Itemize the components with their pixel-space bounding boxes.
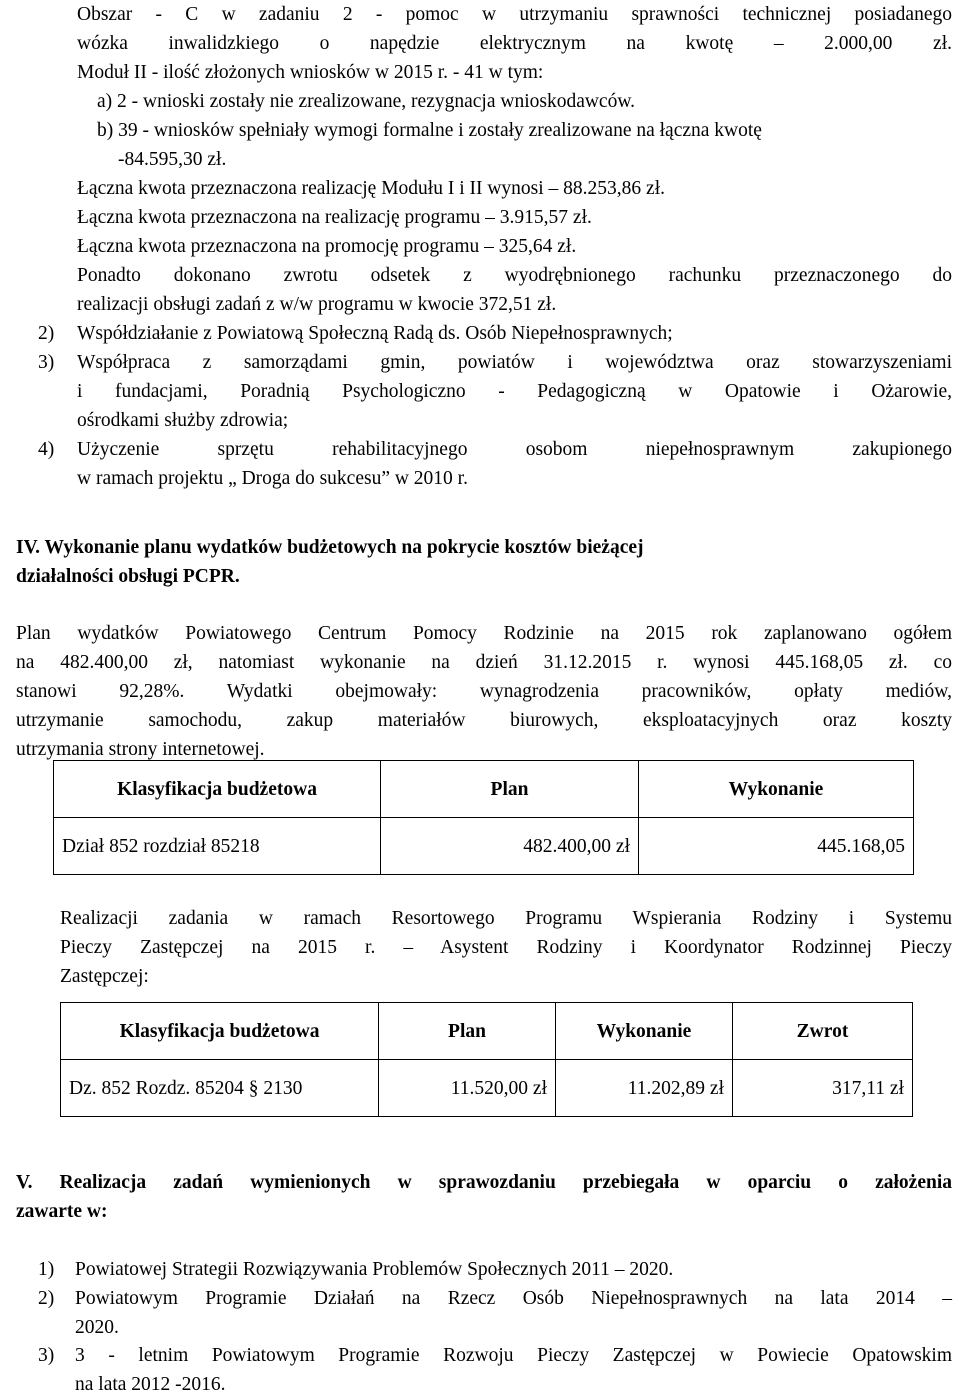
- text-line: w ramach projektu „ Droga do sukcesu” w 2010 r.: [77, 468, 468, 489]
- numbered-item: [38, 348, 952, 435]
- text-line: utrzymanie samochodu, zakup materiałów biurowych, eksploatacyjnych oraz koszty: [16, 710, 952, 731]
- item-number: 2): [38, 323, 55, 344]
- text-line: utrzymania strony internetowej.: [16, 739, 265, 760]
- table-cell: 11.202,89 zł: [556, 1060, 733, 1117]
- item-number: 1): [38, 1259, 55, 1280]
- heading-line: działalności obsługi PCPR.: [16, 566, 240, 587]
- heading-line: V. Realizacja zadań wymienionych w sprawozdaniu przebiegała w oparciu o założenia: [16, 1172, 952, 1193]
- sub-item-b-line1: b) 39 - wniosków spełniały wymogi formalne i zostały zrealizowane na łączna kwotę: [97, 120, 762, 141]
- table-header-cell: Wykonanie: [639, 761, 914, 818]
- table-row: [61, 1060, 913, 1117]
- table-header-cell: Zwrot: [733, 1003, 913, 1060]
- table-header-row: [61, 1003, 913, 1060]
- text-line: Powiatowym Programie Działań na Rzecz Osób Niepełnosprawnych na lata 2014 –: [75, 1288, 952, 1309]
- text-line: i fundacjami, Poradnią Psychologiczno - Pedagogiczną w Opatowie i Ożarowie,: [77, 381, 952, 402]
- table-cell: Dział 852 rozdział 85218: [54, 818, 381, 875]
- table-header-cell: Wykonanie: [556, 1003, 733, 1060]
- text-line: Współdziałanie z Powiatową Społeczną Radą ds. Osób Niepełnosprawnych;: [77, 323, 673, 344]
- table-cell: 482.400,00 zł: [381, 818, 639, 875]
- table-header-cell: Plan: [381, 761, 639, 818]
- sub-item-b-line2: -84.595,30 zł.: [118, 149, 227, 170]
- text-line: Ponadto dokonano zwrotu odsetek z wyodrębnionego rachunku przeznaczonego do: [77, 265, 952, 286]
- section-v-heading: [16, 1168, 952, 1226]
- text-line: Współpraca z samorządami gmin, powiatów i województwa oraz stowarzyszeniami: [77, 352, 952, 373]
- refund-paragraph: [77, 261, 952, 319]
- text-line: ośrodkami służby zdrowia;: [77, 410, 289, 431]
- heading-line: zawarte w:: [16, 1201, 108, 1222]
- budget-table: [53, 760, 914, 875]
- text-line: Zastępczej:: [60, 966, 149, 987]
- text-line: realizacji obsługi zadań z w/w programu w kwocie 372,51 zł.: [77, 294, 557, 315]
- table-cell: 317,11 zł: [733, 1060, 913, 1117]
- section-iv-heading: [16, 533, 952, 591]
- text-line: Obszar - C w zadaniu 2 - pomoc w utrzymaniu sprawności technicznej posiadanego: [77, 4, 952, 25]
- table-cell: Dz. 852 Rozdz. 85204 § 2130: [61, 1060, 379, 1117]
- text-line: 2020.: [75, 1317, 119, 1338]
- numbered-item: [38, 1255, 952, 1284]
- text-line: Moduł II - ilość złożonych wniosków w 2015 r. - 41 w tym:: [77, 62, 544, 83]
- item-number: 3): [38, 1345, 55, 1366]
- item-number: 4): [38, 439, 55, 460]
- total-promotion: Łączna kwota przeznaczona na promocję programu – 325,64 zł.: [77, 236, 577, 257]
- table-header-cell: Plan: [379, 1003, 556, 1060]
- text-line: Realizacji zadania w ramach Resortowego Programu Wspierania Rodziny i Systemu: [60, 908, 952, 929]
- table-cell: 11.520,00 zł: [379, 1060, 556, 1117]
- heading-line: IV. Wykonanie planu wydatków budżetowych na pokrycie kosztów bieżącej: [16, 537, 644, 558]
- numbered-item: [38, 1341, 952, 1399]
- numbered-item: [38, 319, 952, 348]
- item-number: 2): [38, 1288, 55, 1309]
- family-support-table: [60, 1002, 913, 1117]
- table-row: [54, 818, 914, 875]
- text-line: na 482.400,00 zł, natomiast wykonanie na dzień 31.12.2015 r. wynosi 445.168,05 zł. co: [16, 652, 952, 673]
- area-c-paragraph: [77, 0, 952, 87]
- text-line: stanowi 92,28%. Wydatki obejmowały: wynagrodzenia pracowników, opłaty mediów,: [16, 681, 952, 702]
- table-header-cell: Klasyfikacja budżetowa: [61, 1003, 379, 1060]
- family-support-paragraph: [60, 904, 952, 991]
- total-program: Łączna kwota przeznaczona na realizację programu – 3.915,57 zł.: [77, 207, 592, 228]
- table-cell: 445.168,05: [639, 818, 914, 875]
- text-line: Pieczy Zastępczej na 2015 r. – Asystent Rodziny i Koordynator Rodzinnej Pieczy: [60, 937, 952, 958]
- numbered-item: [38, 1284, 952, 1342]
- text-line: Plan wydatków Powiatowego Centrum Pomocy Rodzinie na 2015 rok zaplanowano ogółem: [16, 623, 952, 644]
- text-line: Użyczenie sprzętu rehabilitacyjnego osobom niepełnosprawnym zakupionego: [77, 439, 952, 460]
- text-line: 3 - letnim Powiatowym Programie Rozwoju Pieczy Zastępczej w Powiecie Opatowskim: [75, 1345, 952, 1366]
- total-modules: Łączna kwota przeznaczona realizację Modułu I i II wynosi – 88.253,86 zł.: [77, 178, 666, 199]
- sub-item-a: a) 2 - wnioski zostały nie zrealizowane, rezygnacja wnioskodawców.: [97, 91, 636, 112]
- table-header-cell: Klasyfikacja budżetowa: [54, 761, 381, 818]
- table-header-row: [54, 761, 914, 818]
- text-line: Powiatowej Strategii Rozwiązywania Problemów Społecznych 2011 – 2020.: [75, 1259, 674, 1280]
- numbered-item: [38, 435, 952, 493]
- text-line: wózka inwalidzkiego o napędzie elektrycznym na kwotę – 2.000,00 zł.: [77, 33, 952, 54]
- text-line: na lata 2012 -2016.: [75, 1374, 226, 1395]
- item-number: 3): [38, 352, 55, 373]
- budget-paragraph: [16, 619, 952, 764]
